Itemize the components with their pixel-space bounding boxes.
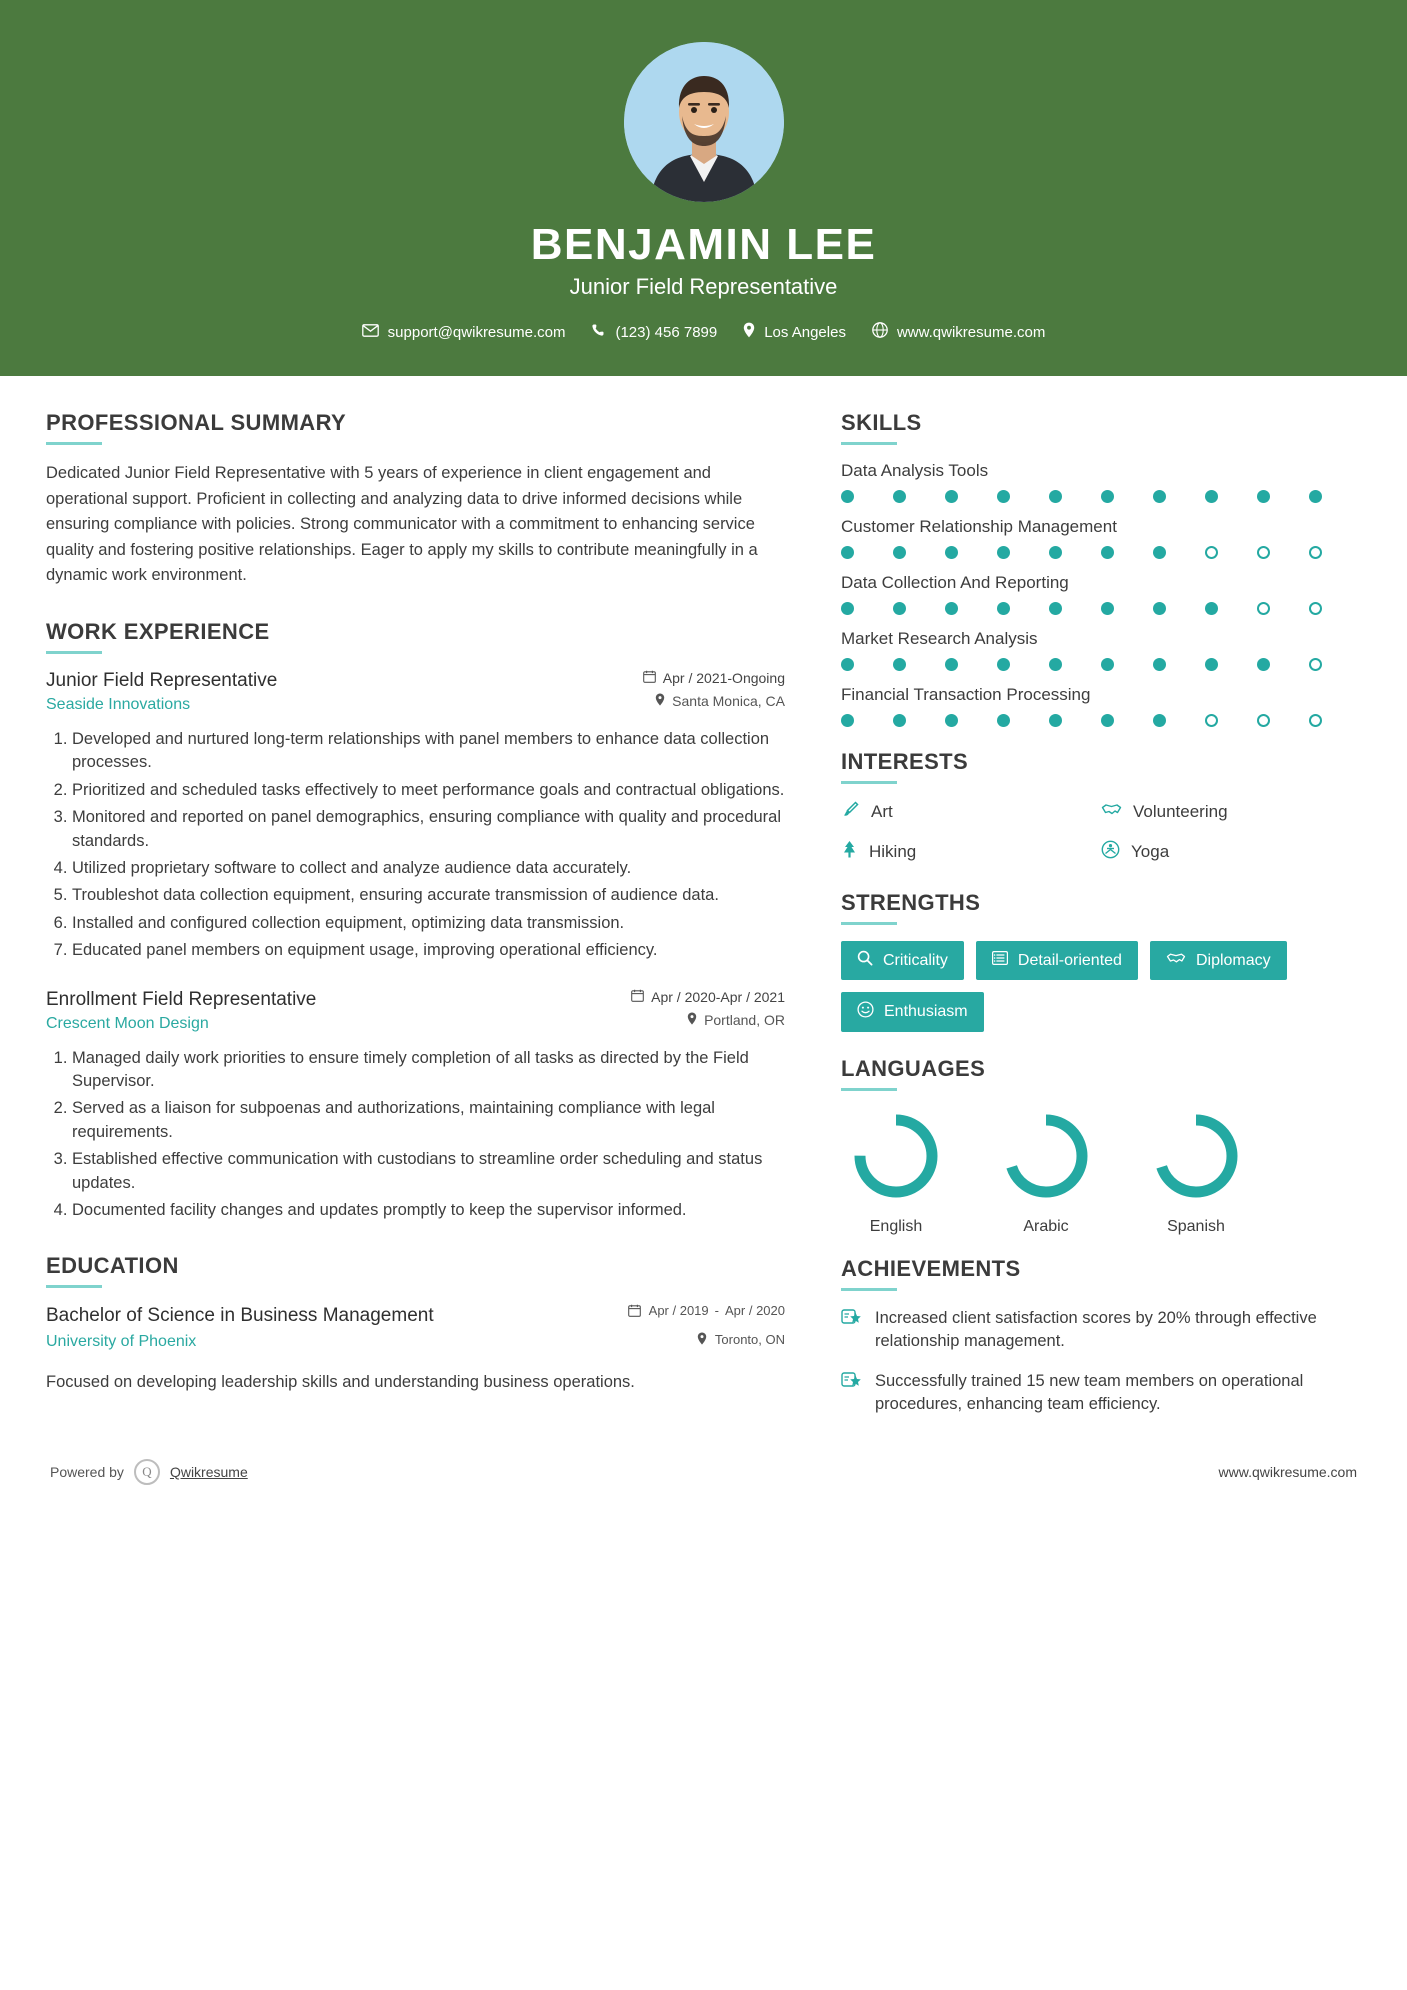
bullet-item: 5. Troubleshot data collection equipment, ensuring accurate transmission of audience data. <box>72 884 785 907</box>
section-rule <box>46 442 102 445</box>
contact-location-text: Los Angeles <box>764 323 846 341</box>
language-progress-ring <box>1147 1107 1245 1205</box>
strength-chip <box>1150 941 1287 980</box>
skill-dot-filled <box>1049 490 1062 503</box>
skill-dot-empty <box>1309 546 1322 559</box>
education-date-from: Apr / 2019 <box>648 1303 709 1319</box>
skill-dot-cell <box>1257 602 1309 615</box>
skill-dot-cell <box>997 658 1049 671</box>
skill-dot-cell <box>1101 490 1153 503</box>
award-badge-icon <box>841 1370 863 1417</box>
search-icon <box>857 950 873 971</box>
handshake-icon <box>1101 800 1122 824</box>
skill-dot-cell <box>1101 714 1153 727</box>
skill-dot-cell <box>841 658 893 671</box>
skill-dot-filled <box>945 714 958 727</box>
skill-dot-empty <box>1309 602 1322 615</box>
skill-name: Market Research Analysis <box>841 629 1038 648</box>
skill-dot-cell <box>1205 714 1257 727</box>
skill-dot-cell <box>893 490 945 503</box>
skill-item <box>841 629 1361 671</box>
skill-dot-cell <box>1153 602 1205 615</box>
section-rule <box>841 781 897 784</box>
education-item <box>46 1304 785 1360</box>
section-title-skills: SKILLS <box>841 410 922 435</box>
job-role-subtitle: Junior Field Representative <box>569 274 838 299</box>
section-title-education: EDUCATION <box>46 1252 179 1278</box>
skill-dot-filled <box>1257 490 1270 503</box>
section-title-languages: LANGUAGES <box>841 1056 986 1081</box>
skill-dot-cell <box>893 546 945 559</box>
calendar-icon <box>631 989 644 1005</box>
experience-meta <box>595 989 785 1035</box>
skill-dot-cell <box>1205 602 1257 615</box>
bullet-item: 2. Served as a liaison for subpoenas and authorizations, maintaining compliance with legal requirements. <box>72 1097 785 1144</box>
skill-name: Financial Transaction Processing <box>841 685 1091 704</box>
contact-phone[interactable] <box>591 323 717 342</box>
language-label: English <box>869 1218 923 1235</box>
language-progress-ring <box>997 1107 1095 1205</box>
skill-dot-filled <box>1049 546 1062 559</box>
achievement-item <box>841 1370 1361 1417</box>
strength-label: Criticality <box>883 951 948 969</box>
section-rule <box>841 1088 897 1091</box>
skill-dot-filled <box>1205 602 1218 615</box>
skill-dot-cell <box>1257 658 1309 671</box>
language-label: Arabic <box>1023 1218 1069 1235</box>
powered-by <box>50 1459 248 1485</box>
language-item <box>991 1107 1101 1236</box>
education-date-to: Apr / 2020 <box>725 1303 785 1319</box>
skill-dot-empty <box>1205 714 1218 727</box>
skill-dot-cell <box>1153 490 1205 503</box>
education-meta <box>590 1304 785 1360</box>
skill-dot-cell <box>1309 602 1361 615</box>
skill-dot-filled <box>1101 546 1114 559</box>
skill-dot-cell <box>945 658 997 671</box>
skill-dot-filled <box>1101 490 1114 503</box>
experience-item <box>46 670 785 963</box>
skill-dot-cell <box>1257 714 1309 727</box>
strength-chip <box>841 992 984 1032</box>
powered-by-label: Powered by <box>50 1463 124 1480</box>
skill-dot-filled <box>997 658 1010 671</box>
skill-rating <box>841 714 1361 727</box>
skill-dot-cell <box>1309 714 1361 727</box>
skill-rating <box>841 546 1361 559</box>
experience-bullets <box>46 1047 785 1223</box>
skill-dot-filled <box>1049 658 1062 671</box>
achievement-text: Increased client satisfaction scores by 20% through effective relationship management. <box>875 1309 1317 1351</box>
avatar <box>624 42 784 202</box>
bullet-item: 3. Established effective communication with custodians to streamline order scheduling and status updates. <box>72 1148 785 1195</box>
skill-dot-cell <box>1309 658 1361 671</box>
skill-item <box>841 685 1361 727</box>
skill-dot-filled <box>1101 658 1114 671</box>
strength-chip <box>841 941 964 980</box>
skill-dot-filled <box>1049 714 1062 727</box>
skill-name: Data Analysis Tools <box>841 461 989 480</box>
strength-label: Enthusiasm <box>884 1003 968 1020</box>
achievement-text: Successfully trained 15 new team members on operational procedures, enhancing team efficiency. <box>875 1371 1304 1414</box>
tree-icon <box>841 840 858 864</box>
footer <box>0 1433 1407 1507</box>
skill-dot-filled <box>945 658 958 671</box>
skill-dot-cell <box>1101 658 1153 671</box>
skill-dot-filled <box>1153 546 1166 559</box>
skill-dot-filled <box>1101 602 1114 615</box>
skill-dot-cell <box>1049 490 1101 503</box>
education-date-separator: - <box>714 1303 719 1319</box>
mail-icon <box>362 324 379 341</box>
skill-dot-cell <box>893 714 945 727</box>
interest-item <box>1101 800 1361 824</box>
education-school: University of Phoenix <box>46 1333 197 1351</box>
footer-url[interactable]: www.qwikresume.com <box>1218 1463 1357 1480</box>
skill-dot-filled <box>997 714 1010 727</box>
skill-dot-cell <box>1049 714 1101 727</box>
skill-dot-empty <box>1309 658 1322 671</box>
list-icon <box>992 951 1008 970</box>
skill-dot-filled <box>841 658 854 671</box>
skill-dot-filled <box>841 490 854 503</box>
skill-dot-empty <box>1309 714 1322 727</box>
skill-dot-cell <box>1153 714 1205 727</box>
skill-dot-filled <box>1205 490 1218 503</box>
skill-dot-filled <box>841 602 854 615</box>
languages-list <box>841 1107 1361 1236</box>
skill-dot-filled <box>893 658 906 671</box>
award-badge-icon <box>841 1307 863 1354</box>
strength-chip <box>976 941 1138 980</box>
skill-name: Data Collection And Reporting <box>841 573 1069 592</box>
bullet-item: 7. Educated panel members on equipment usage, improving operational efficiency. <box>72 939 785 962</box>
experience-location: Portland, OR <box>704 1011 785 1028</box>
skill-dot-cell <box>1205 546 1257 559</box>
interest-label: Hiking <box>869 842 917 861</box>
interests-list <box>841 800 1361 880</box>
paintbrush-icon <box>841 800 860 824</box>
section-title-interests: INTERESTS <box>841 749 969 774</box>
experience-title: Junior Field Representative <box>46 669 278 691</box>
skill-dot-filled <box>945 546 958 559</box>
skill-dot-cell <box>1205 490 1257 503</box>
bullet-item: 4. Utilized proprietary software to collect and analyze audience data accurately. <box>72 857 785 880</box>
skill-dot-filled <box>893 546 906 559</box>
skill-dot-cell <box>841 714 893 727</box>
skill-item <box>841 517 1361 559</box>
skill-dot-filled <box>1205 658 1218 671</box>
skill-dot-filled <box>997 490 1010 503</box>
interest-label: Volunteering <box>1133 802 1228 821</box>
experience-header <box>46 670 785 716</box>
skill-dot-filled <box>893 714 906 727</box>
skill-dot-filled <box>945 602 958 615</box>
skill-dot-cell <box>945 546 997 559</box>
location-icon <box>697 1332 707 1348</box>
skill-dot-empty <box>1205 546 1218 559</box>
skill-dot-filled <box>945 490 958 503</box>
phone-icon <box>591 323 606 342</box>
experience-dates: Apr / 2021-Ongoing <box>662 669 785 686</box>
resume-body <box>0 376 1407 1433</box>
handshake-icon <box>1166 950 1186 971</box>
skill-rating <box>841 602 1361 615</box>
language-label: Spanish <box>1167 1218 1225 1235</box>
interest-label: Yoga <box>1131 842 1170 861</box>
contact-email-text: support@qwikresume.com <box>387 323 566 341</box>
experience-title: Enrollment Field Representative <box>46 988 317 1010</box>
location-icon <box>655 693 665 709</box>
education-description: Focused on developing leadership skills and understanding business operations. <box>46 1372 635 1391</box>
skill-rating <box>841 658 1361 671</box>
contact-website-text: www.qwikresume.com <box>896 323 1046 341</box>
yoga-icon <box>1101 840 1120 864</box>
language-item <box>1141 1107 1251 1236</box>
skill-dot-cell <box>1153 658 1205 671</box>
skill-dot-filled <box>1049 602 1062 615</box>
strength-label: Detail-oriented <box>1017 951 1122 969</box>
skill-dot-cell <box>1257 490 1309 503</box>
globe-icon <box>872 322 888 342</box>
section-rule <box>841 1288 897 1291</box>
skill-dot-cell <box>1101 602 1153 615</box>
bullet-item: 4. Documented facility changes and updates promptly to keep the supervisor informed. <box>72 1199 785 1222</box>
skill-dot-cell <box>1049 658 1101 671</box>
skill-dot-empty <box>1257 602 1270 615</box>
skill-dot-empty <box>1257 714 1270 727</box>
skill-dot-filled <box>841 546 854 559</box>
qwikresume-logo-icon: Q <box>134 1459 160 1485</box>
skill-dot-filled <box>1153 714 1166 727</box>
section-title-summary: PROFESSIONAL SUMMARY <box>46 410 347 435</box>
skill-dot-cell <box>1153 546 1205 559</box>
resume-header <box>0 0 1407 376</box>
summary-text: Dedicated Junior Field Representative with 5 years of experience in client engagement and operational support. Proficient in collecting and analyzing data to drive informed decisions while ensuring compliance with policies. Strong communicator with a commitment to enhancing service quality and fostering positive relationships. Eager to apply my skills to contribute meaningfully in a dynamic work environment. <box>46 464 758 585</box>
skill-dot-cell <box>997 546 1049 559</box>
language-item <box>841 1107 951 1236</box>
skill-dot-filled <box>841 714 854 727</box>
section-rule <box>46 1285 102 1288</box>
location-icon <box>687 1012 697 1028</box>
experience-location: Santa Monica, CA <box>672 692 785 709</box>
qwikresume-brand-link[interactable]: Qwikresume <box>169 1463 248 1480</box>
avatar-photo <box>624 42 784 202</box>
interest-label: Art <box>871 802 893 821</box>
skill-dot-filled <box>1257 658 1270 671</box>
bullet-item: 2. Prioritized and scheduled tasks effectively to meet performance goals and contractual obligations. <box>72 779 785 802</box>
skill-dot-cell <box>841 490 893 503</box>
skill-dot-cell <box>997 490 1049 503</box>
skill-dot-cell <box>841 546 893 559</box>
strength-label: Diplomacy <box>1195 951 1271 969</box>
bullet-item: 1. Managed daily work priorities to ensure timely completion of all tasks as directed by the Field Supervisor. <box>72 1047 785 1094</box>
skill-dot-cell <box>1049 602 1101 615</box>
right-column <box>841 410 1361 1433</box>
interest-item <box>841 840 1101 864</box>
experience-dates: Apr / 2020-Apr / 2021 <box>651 988 785 1005</box>
skill-dot-filled <box>1153 602 1166 615</box>
skill-dot-filled <box>997 602 1010 615</box>
skill-rating <box>841 490 1361 503</box>
skill-dot-filled <box>893 490 906 503</box>
achievement-item <box>841 1307 1361 1354</box>
left-column <box>46 410 785 1433</box>
skill-dot-cell <box>893 658 945 671</box>
contact-phone-text: (123) 456 7899 <box>615 323 718 341</box>
skill-dot-cell <box>1309 490 1361 503</box>
skill-item <box>841 573 1361 615</box>
section-title-achievements: ACHIEVEMENTS <box>841 1256 1021 1281</box>
experience-header <box>46 989 785 1035</box>
skill-dot-filled <box>1309 490 1322 503</box>
skill-dot-cell <box>841 602 893 615</box>
smiley-icon <box>857 1001 874 1023</box>
skill-item <box>841 461 1361 503</box>
skill-dot-cell <box>1101 546 1153 559</box>
interest-item <box>841 800 1101 824</box>
skill-dot-filled <box>997 546 1010 559</box>
experience-company: Crescent Moon Design <box>46 1014 209 1032</box>
skill-dot-cell <box>997 714 1049 727</box>
section-rule <box>46 651 102 654</box>
skill-dot-cell <box>1049 546 1101 559</box>
experience-item <box>46 989 785 1223</box>
skill-dot-cell <box>893 602 945 615</box>
location-icon <box>743 322 755 342</box>
section-title-experience: WORK EXPERIENCE <box>46 618 270 644</box>
experience-company: Seaside Innovations <box>46 695 191 713</box>
skill-dot-filled <box>1153 658 1166 671</box>
page-title: BENJAMIN LEE <box>530 220 877 269</box>
achievements-list <box>841 1307 1361 1417</box>
contact-row <box>0 322 1407 342</box>
education-degree: Bachelor of Science in Business Management <box>46 1304 434 1326</box>
bullet-item: 6. Installed and configured collection equipment, optimizing data transmission. <box>72 912 785 935</box>
contact-email[interactable] <box>362 324 566 341</box>
bullet-item: 3. Monitored and reported on panel demographics, ensuring compliance with quality and procedural standards. <box>72 806 785 853</box>
skill-dot-cell <box>945 602 997 615</box>
bullet-item: 1. Developed and nurtured long-term relationships with panel members to enhance data collection processes. <box>72 728 785 775</box>
skill-dot-cell <box>945 714 997 727</box>
skill-dot-empty <box>1257 546 1270 559</box>
skill-dot-cell <box>1309 546 1361 559</box>
section-rule <box>841 922 897 925</box>
section-title-strengths: STRENGTHS <box>841 890 981 915</box>
skill-dot-filled <box>1153 490 1166 503</box>
skill-dot-cell <box>1205 658 1257 671</box>
experience-bullets <box>46 728 785 963</box>
calendar-icon <box>628 1304 641 1320</box>
skill-dot-filled <box>1101 714 1114 727</box>
strengths-list <box>841 941 1361 1032</box>
language-progress-ring <box>847 1107 945 1205</box>
education-location: Toronto, ON <box>714 1332 785 1348</box>
skill-dot-cell <box>945 490 997 503</box>
contact-website[interactable] <box>872 322 1045 342</box>
experience-meta <box>595 670 785 716</box>
skill-dot-cell <box>997 602 1049 615</box>
skill-dot-filled <box>893 602 906 615</box>
section-rule <box>841 442 897 445</box>
interest-item <box>1101 840 1361 864</box>
skill-name: Customer Relationship Management <box>841 517 1117 536</box>
calendar-icon <box>643 670 656 686</box>
contact-location[interactable] <box>743 322 846 342</box>
skill-dot-cell <box>1257 546 1309 559</box>
